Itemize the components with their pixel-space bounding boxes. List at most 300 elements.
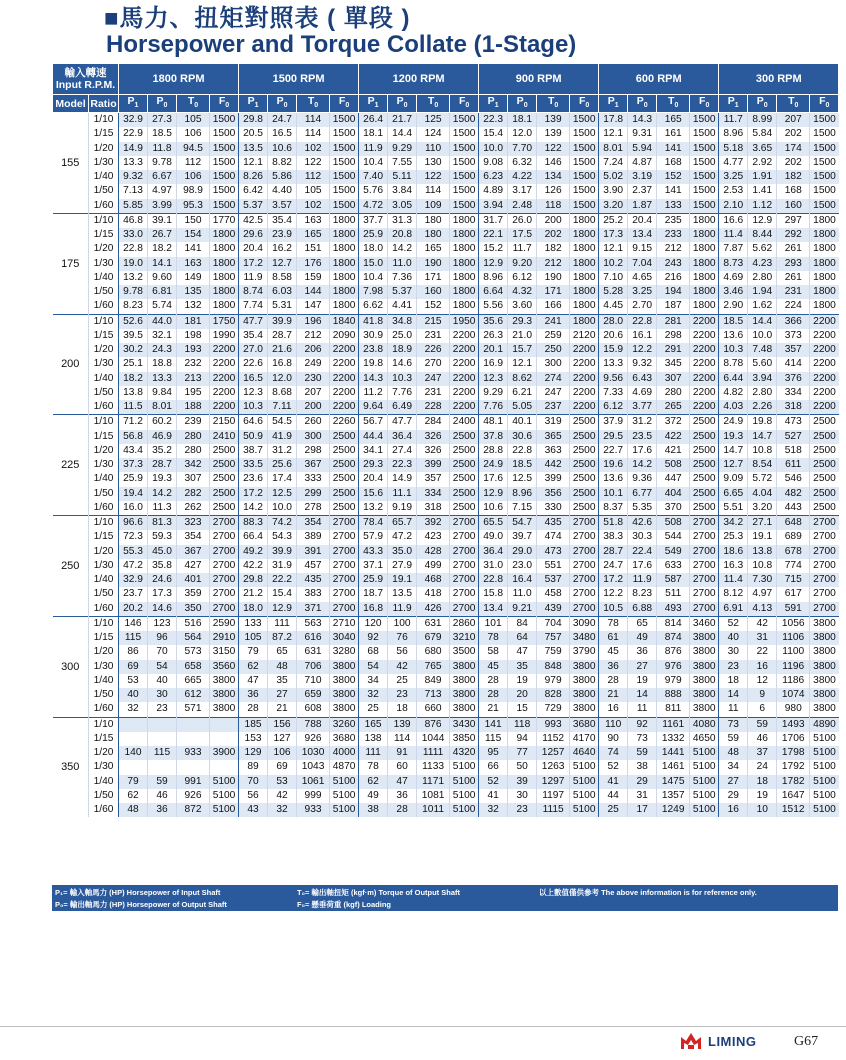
value-cell: 1800 — [810, 299, 839, 314]
value-cell: 991 — [177, 775, 210, 789]
value-cell: 43 — [239, 803, 268, 817]
value-cell: 24.9 — [479, 458, 508, 472]
model-cell: 250 — [53, 516, 89, 617]
value-cell: 8.01 — [599, 142, 628, 156]
value-cell: 4.77 — [719, 156, 748, 170]
value-cell: 5100 — [450, 760, 479, 774]
value-cell: 226 — [417, 343, 450, 357]
table-row — [53, 329, 839, 343]
value-cell: 359 — [177, 587, 210, 601]
ratio-cell: 1/50 — [89, 789, 119, 803]
value-cell: 427 — [177, 559, 210, 573]
value-cell: 2700 — [450, 530, 479, 544]
value-cell: 4.87 — [628, 156, 657, 170]
value-cell: 5100 — [330, 789, 359, 803]
value-cell: 19.3 — [148, 472, 177, 486]
value-cell: 6.23 — [479, 170, 508, 184]
value-cell: 1800 — [570, 314, 599, 329]
value-cell: 13.3 — [599, 357, 628, 371]
value-cell: 2.80 — [748, 271, 777, 285]
value-cell: 21.7 — [388, 113, 417, 128]
value-cell — [148, 760, 177, 774]
value-cell: 1133 — [417, 760, 450, 774]
value-cell: 715 — [777, 573, 810, 587]
value-cell: 29.8 — [239, 573, 268, 587]
value-cell: 21.6 — [268, 343, 297, 357]
value-cell — [119, 717, 148, 732]
value-cell: 2200 — [570, 343, 599, 357]
value-cell: 323 — [177, 516, 210, 531]
table-row — [53, 530, 839, 544]
value-cell: 36.4 — [388, 430, 417, 444]
value-cell: 2500 — [810, 458, 839, 472]
value-cell: 2500 — [570, 472, 599, 486]
value-cell: 3800 — [810, 645, 839, 659]
value-cell: 2500 — [450, 472, 479, 486]
value-cell: 182 — [777, 170, 810, 184]
value-cell: 9.64 — [359, 400, 388, 415]
value-cell: 19.8 — [359, 357, 388, 371]
value-cell: 421 — [657, 444, 690, 458]
value-cell: 40 — [719, 631, 748, 645]
table-row — [53, 789, 839, 803]
value-cell: 457 — [297, 559, 330, 573]
value-cell: 30 — [719, 645, 748, 659]
value-cell: 181 — [177, 314, 210, 329]
value-cell: 106 — [177, 170, 210, 184]
p0-header: $P_0$ — [268, 95, 297, 113]
value-cell: 3.20 — [599, 199, 628, 214]
value-cell: 15.4 — [479, 127, 508, 141]
value-cell: 1800 — [570, 299, 599, 314]
value-cell: 65 — [268, 645, 297, 659]
t0-header: $T_0$ — [297, 95, 330, 113]
value-cell: 176 — [297, 257, 330, 271]
value-cell: 1.91 — [748, 170, 777, 184]
ratio-cell: 1/50 — [89, 184, 119, 198]
value-cell: 114 — [297, 127, 330, 141]
value-cell: 17 — [628, 803, 657, 817]
value-cell: 3800 — [690, 688, 719, 702]
value-cell: 278 — [297, 501, 330, 516]
value-cell: 147 — [297, 299, 330, 314]
rpm-header: 300 RPM — [719, 64, 839, 95]
value-cell: 7.74 — [239, 299, 268, 314]
table-row — [53, 760, 839, 774]
value-cell: 154 — [177, 228, 210, 242]
value-cell: 16.0 — [119, 501, 148, 516]
value-cell: 237 — [537, 400, 570, 415]
value-cell: 2700 — [330, 530, 359, 544]
value-cell: 22 — [748, 645, 777, 659]
table-row — [53, 113, 839, 128]
value-cell: 27.0 — [239, 343, 268, 357]
value-cell: 298 — [297, 444, 330, 458]
value-cell: 571 — [177, 702, 210, 717]
value-cell: 2200 — [570, 357, 599, 371]
value-cell: 2200 — [450, 343, 479, 357]
value-cell: 23 — [388, 688, 417, 702]
value-cell: 38.7 — [239, 444, 268, 458]
value-cell: 1161 — [657, 717, 690, 732]
value-cell: 18 — [388, 702, 417, 717]
table-row — [53, 400, 839, 415]
input-rpm-header — [53, 64, 119, 95]
value-cell: 1106 — [777, 631, 810, 645]
value-cell: 1800 — [210, 257, 239, 271]
value-cell: 5100 — [810, 746, 839, 760]
value-cell: 194 — [657, 285, 690, 299]
value-cell: 4080 — [690, 717, 719, 732]
value-cell: 11.9 — [628, 573, 657, 587]
value-cell: 3.94 — [748, 372, 777, 386]
value-cell: 16.5 — [239, 372, 268, 386]
value-cell: 13.8 — [748, 545, 777, 559]
value-cell: 122 — [537, 142, 570, 156]
value-cell: 2700 — [810, 545, 839, 559]
value-cell: 35.6 — [479, 314, 508, 329]
value-cell: 19.1 — [748, 530, 777, 544]
value-cell: 114 — [297, 113, 330, 128]
value-cell: 1115 — [537, 803, 570, 817]
value-cell: 1500 — [330, 127, 359, 141]
value-cell: 37.3 — [119, 458, 148, 472]
value-cell: 24 — [748, 760, 777, 774]
value-cell: 37.9 — [599, 415, 628, 430]
value-cell: 298 — [657, 329, 690, 343]
value-cell: 2700 — [450, 587, 479, 601]
value-cell: 319 — [537, 415, 570, 430]
value-cell: 5100 — [450, 789, 479, 803]
value-cell: 15.7 — [508, 343, 537, 357]
value-cell: 2200 — [690, 372, 719, 386]
value-cell: 511 — [657, 587, 690, 601]
value-cell: 105 — [297, 184, 330, 198]
value-cell: 5100 — [450, 803, 479, 817]
value-cell: 102 — [297, 199, 330, 214]
t0-header: $T_0$ — [657, 95, 690, 113]
value-cell: 15.2 — [479, 242, 508, 256]
value-cell: 114 — [417, 184, 450, 198]
table-row — [53, 717, 839, 732]
value-cell: 2700 — [210, 530, 239, 544]
t0-header: $T_0$ — [777, 95, 810, 113]
value-cell: 2500 — [570, 458, 599, 472]
value-cell: 1800 — [330, 242, 359, 256]
value-cell: 3800 — [690, 645, 719, 659]
value-cell: 146 — [537, 156, 570, 170]
value-cell: 54.5 — [268, 415, 297, 430]
value-cell: 14.2 — [239, 501, 268, 516]
value-cell: 1990 — [210, 329, 239, 343]
value-cell: 293 — [777, 257, 810, 271]
value-cell: 2500 — [330, 472, 359, 486]
value-cell: 3800 — [570, 688, 599, 702]
value-cell: 55.3 — [119, 545, 148, 559]
value-cell: 14.2 — [388, 242, 417, 256]
table-row — [53, 257, 839, 271]
value-cell: 5100 — [330, 775, 359, 789]
value-cell: 27 — [719, 775, 748, 789]
ratio-cell: 1/40 — [89, 372, 119, 386]
value-cell: 473 — [537, 545, 570, 559]
value-cell: 2.26 — [748, 400, 777, 415]
ratio-cell: 1/50 — [89, 285, 119, 299]
value-cell: 7.13 — [119, 184, 148, 198]
value-cell: 993 — [537, 717, 570, 732]
ratio-cell: 1/60 — [89, 602, 119, 617]
rpm-header: 600 RPM — [599, 64, 719, 95]
value-cell: 12.3 — [239, 386, 268, 400]
value-cell: 2200 — [450, 372, 479, 386]
value-cell: 96 — [148, 631, 177, 645]
value-cell: 2200 — [210, 343, 239, 357]
value-cell: 43.4 — [119, 444, 148, 458]
value-cell: 729 — [537, 702, 570, 717]
value-cell: 2700 — [690, 516, 719, 531]
value-cell: 152 — [657, 170, 690, 184]
value-cell: 1800 — [690, 271, 719, 285]
value-cell: 2200 — [330, 386, 359, 400]
ratio-cell: 1/30 — [89, 660, 119, 674]
value-cell: 2200 — [690, 314, 719, 329]
value-cell: 291 — [657, 343, 690, 357]
value-cell: 141 — [657, 184, 690, 198]
value-cell: 35 — [268, 674, 297, 688]
value-cell: 2500 — [690, 487, 719, 501]
value-cell: 27.9 — [388, 559, 417, 573]
value-cell: 3.60 — [508, 299, 537, 314]
value-cell: 23.6 — [239, 472, 268, 486]
value-cell: 16.8 — [268, 357, 297, 371]
value-cell: 2400 — [450, 415, 479, 430]
value-cell: 16 — [599, 702, 628, 717]
value-cell: 3800 — [690, 674, 719, 688]
value-cell: 5100 — [690, 760, 719, 774]
value-cell: 979 — [537, 674, 570, 688]
value-cell: 2500 — [450, 430, 479, 444]
value-cell: 54 — [148, 660, 177, 674]
value-cell: 13.6 — [599, 472, 628, 486]
ratio-cell: 1/60 — [89, 400, 119, 415]
value-cell: 57.9 — [359, 530, 388, 544]
value-cell: 363 — [537, 444, 570, 458]
value-cell: 9.36 — [628, 472, 657, 486]
value-cell: 2500 — [330, 444, 359, 458]
table-row — [53, 142, 839, 156]
value-cell: 976 — [657, 660, 690, 674]
value-cell: 10.0 — [748, 329, 777, 343]
value-cell: 207 — [777, 113, 810, 128]
value-cell: 3800 — [210, 688, 239, 702]
ratio-cell: 1/40 — [89, 170, 119, 184]
value-cell: 2.70 — [628, 299, 657, 314]
value-cell: 28.7 — [599, 545, 628, 559]
value-cell: 19 — [748, 789, 777, 803]
value-cell: 2700 — [570, 530, 599, 544]
value-cell: 999 — [297, 789, 330, 803]
table-row — [53, 213, 839, 228]
value-cell: 2500 — [810, 487, 839, 501]
value-cell: 428 — [417, 545, 450, 559]
value-cell: 3.19 — [628, 170, 657, 184]
value-cell: 849 — [417, 674, 450, 688]
value-cell: 679 — [417, 631, 450, 645]
value-cell: 334 — [417, 487, 450, 501]
value-cell: 12 — [748, 674, 777, 688]
p0-header: $P_0$ — [388, 95, 417, 113]
value-cell: 399 — [417, 458, 450, 472]
value-cell: 10.6 — [268, 142, 297, 156]
value-cell: 3.46 — [719, 285, 748, 299]
table-row — [53, 702, 839, 717]
value-cell: 2700 — [690, 559, 719, 573]
value-cell: 280 — [177, 430, 210, 444]
value-cell: 31.2 — [628, 415, 657, 430]
value-cell: 8.37 — [599, 501, 628, 516]
liming-logo-icon — [680, 1032, 702, 1050]
ratio-cell: 1/40 — [89, 775, 119, 789]
value-cell: 22.8 — [479, 573, 508, 587]
model-cell: 155 — [53, 113, 89, 214]
value-cell: 9.31 — [628, 127, 657, 141]
value-cell: 1782 — [777, 775, 810, 789]
value-cell: 12.3 — [479, 372, 508, 386]
value-cell — [148, 717, 177, 732]
value-cell: 14.9 — [119, 142, 148, 156]
ratio-cell: 1/40 — [89, 674, 119, 688]
value-cell: 2700 — [450, 602, 479, 617]
value-cell: 195 — [177, 386, 210, 400]
value-cell: 21 — [599, 688, 628, 702]
value-cell: 14.2 — [628, 458, 657, 472]
value-cell: 4.45 — [599, 299, 628, 314]
value-cell: 9.21 — [508, 602, 537, 617]
value-cell: 1706 — [777, 732, 810, 746]
value-cell: 13.5 — [388, 587, 417, 601]
value-cell: 13.3 — [148, 372, 177, 386]
value-cell: 36 — [239, 688, 268, 702]
value-cell: 230 — [297, 372, 330, 386]
value-cell: 549 — [657, 545, 690, 559]
value-cell: 12.0 — [268, 372, 297, 386]
value-cell: 140 — [119, 746, 148, 760]
value-cell: 233 — [657, 228, 690, 242]
value-cell: 28 — [239, 702, 268, 717]
value-cell: 133 — [657, 199, 690, 214]
value-cell: 168 — [777, 184, 810, 198]
value-cell: 16.6 — [719, 213, 748, 228]
value-cell: 508 — [657, 516, 690, 531]
value-cell: 2500 — [690, 472, 719, 486]
value-cell: 28 — [388, 803, 417, 817]
value-cell: 261 — [777, 242, 810, 256]
value-cell: 52.6 — [119, 314, 148, 329]
value-cell: 2700 — [330, 573, 359, 587]
value-cell: 74 — [599, 746, 628, 760]
value-cell: 45 — [479, 660, 508, 674]
value-cell: 4.65 — [628, 271, 657, 285]
value-cell: 11.3 — [148, 501, 177, 516]
value-cell: 9.09 — [719, 472, 748, 486]
value-cell: 14.1 — [148, 257, 177, 271]
value-cell: 1171 — [417, 775, 450, 789]
ratio-cell: 1/30 — [89, 559, 119, 573]
table-row — [53, 559, 839, 573]
value-cell: 6.77 — [628, 487, 657, 501]
value-cell: 42.5 — [239, 213, 268, 228]
value-cell: 2500 — [570, 444, 599, 458]
value-cell: 759 — [537, 645, 570, 659]
value-cell: 8.23 — [119, 299, 148, 314]
value-cell: 1500 — [210, 142, 239, 156]
value-cell — [177, 732, 210, 746]
value-cell: 1800 — [570, 285, 599, 299]
ratio-cell: 1/20 — [89, 142, 119, 156]
value-cell: 59.3 — [148, 530, 177, 544]
value-cell: 7.55 — [388, 156, 417, 170]
horsepower-torque-table — [52, 63, 839, 817]
value-cell: 6.43 — [628, 372, 657, 386]
value-cell: 2910 — [210, 631, 239, 645]
value-cell: 2120 — [570, 329, 599, 343]
value-cell: 1800 — [450, 228, 479, 242]
value-cell: 20.4 — [628, 213, 657, 228]
value-cell: 27.4 — [388, 444, 417, 458]
value-cell: 1500 — [690, 127, 719, 141]
value-cell: 1152 — [537, 732, 570, 746]
value-cell: 1500 — [810, 127, 839, 141]
value-cell: 3.20 — [748, 501, 777, 516]
value-cell: 35.4 — [239, 329, 268, 343]
value-cell: 3150 — [210, 645, 239, 659]
value-cell: 45.0 — [148, 545, 177, 559]
value-cell: 1500 — [210, 184, 239, 198]
value-cell: 1800 — [330, 257, 359, 271]
value-cell: 1800 — [450, 299, 479, 314]
value-cell: 28.0 — [599, 314, 628, 329]
value-cell: 77 — [508, 746, 537, 760]
f0-header: $F_0$ — [690, 95, 719, 113]
legend-note: 以上數值僅供參考 The above information is for reference only. — [539, 888, 757, 897]
value-cell: 2700 — [570, 573, 599, 587]
value-cell: 34.8 — [388, 314, 417, 329]
table-row — [53, 386, 839, 400]
value-cell: 11.9 — [239, 271, 268, 285]
value-cell: 224 — [777, 299, 810, 314]
value-cell: 1.94 — [748, 285, 777, 299]
value-cell: 200 — [537, 213, 570, 228]
model-cell: 350 — [53, 717, 89, 817]
ratio-cell: 1/15 — [89, 732, 119, 746]
value-cell: 5100 — [810, 803, 839, 817]
value-cell: 12.9 — [479, 257, 508, 271]
value-cell: 3800 — [450, 688, 479, 702]
value-cell: 2200 — [210, 357, 239, 371]
value-cell: 7.30 — [748, 573, 777, 587]
value-cell: 16.3 — [719, 559, 748, 573]
value-cell: 11.4 — [719, 573, 748, 587]
legend-f0: F₀= 懸垂荷重 (kgf) Loading — [297, 900, 391, 909]
value-cell: 23 — [148, 702, 177, 717]
value-cell: 14.9 — [388, 472, 417, 486]
value-cell: 22.7 — [599, 444, 628, 458]
ratio-cell: 1/40 — [89, 472, 119, 486]
value-cell: 14.6 — [148, 602, 177, 617]
value-cell: 165 — [297, 228, 330, 242]
title-en: Horsepower and Torque Collate (1-Stage) — [106, 31, 577, 58]
value-cell: 376 — [777, 372, 810, 386]
